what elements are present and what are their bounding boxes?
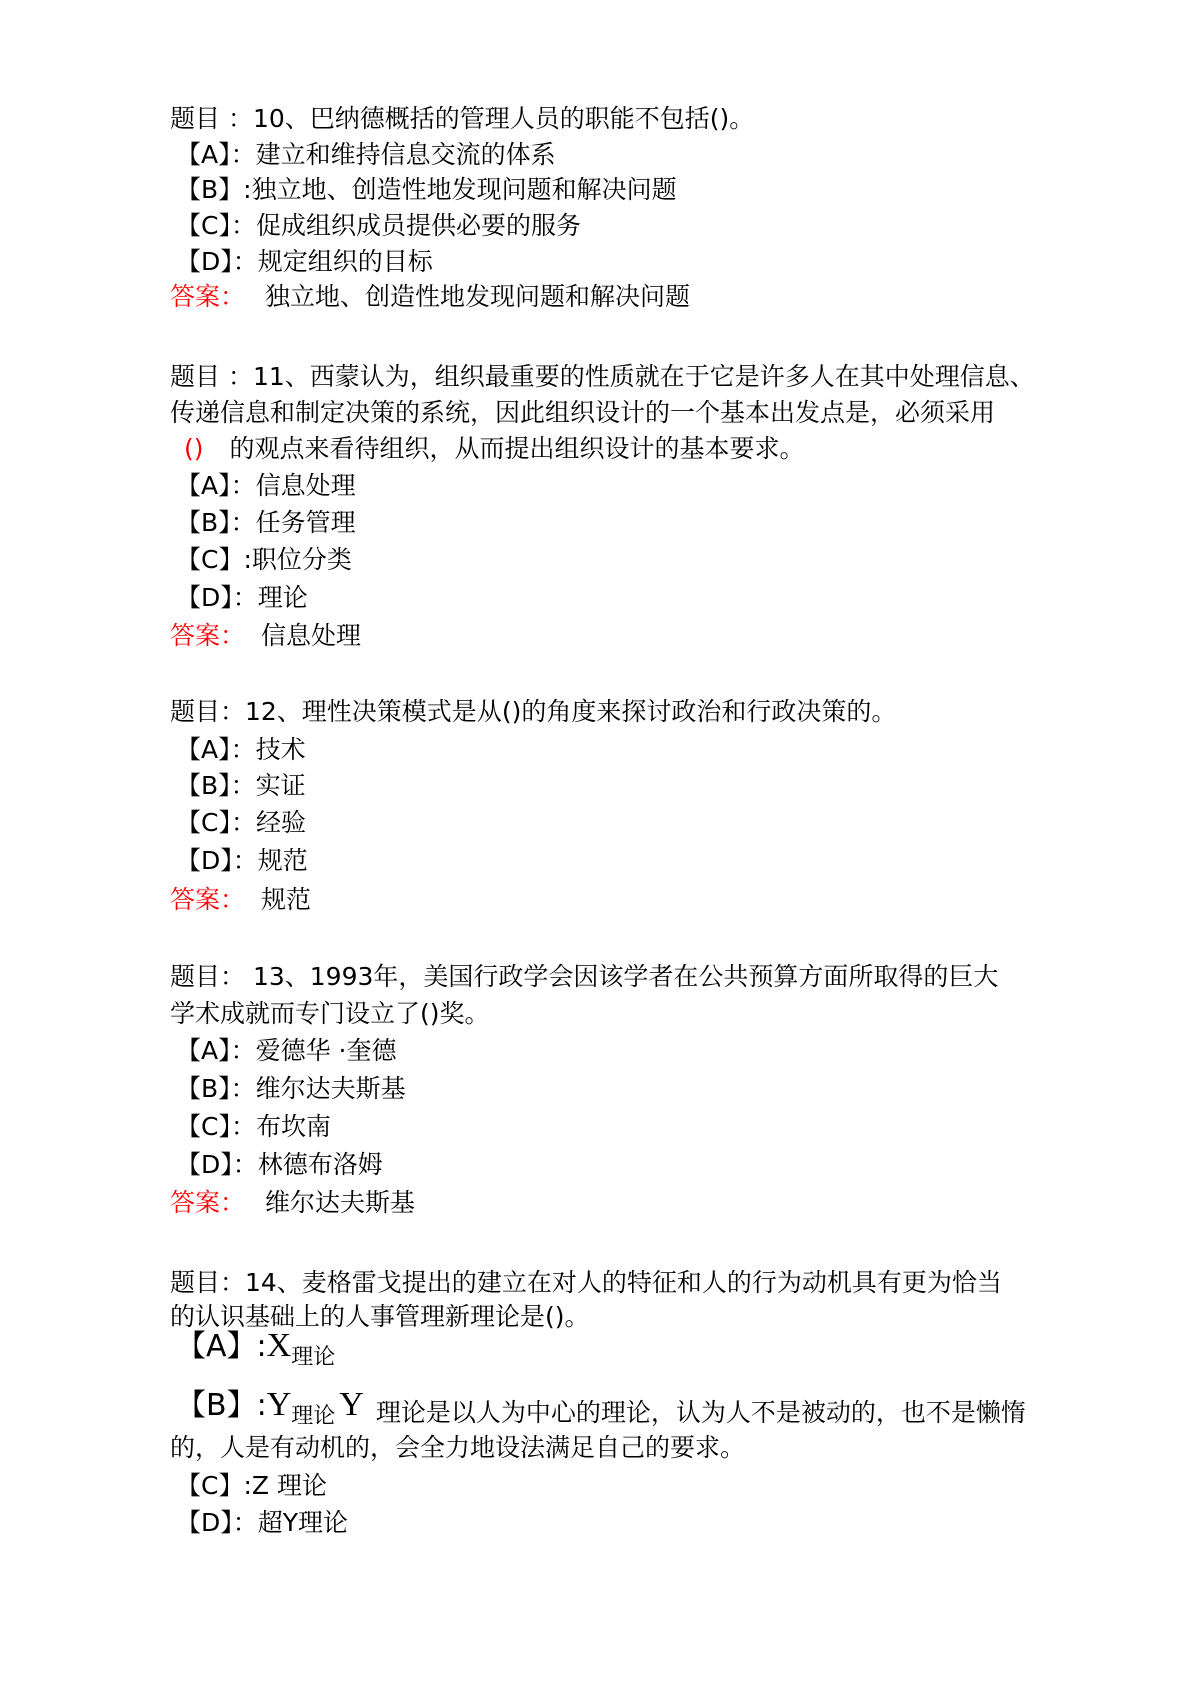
question-11-blank: () [184,434,204,463]
question-13-option-c: 【C】：布坎南 [176,1112,331,1141]
question-13-option-a: 【A】：爱德华 ·奎德 [176,1036,397,1065]
question-10-option-c: 【C】：促成组织成员提供必要的服务 [176,211,581,240]
question-11-option-d: 【D】：理论 [176,583,308,612]
question-11-stem-line-1: 题目 ：11、西蒙认为，组织最重要的性质就在于它是许多人在其中处理信息、 [170,362,1035,391]
question-12-option-b: 【B】：实证 [176,771,306,800]
question-12-option-d: 【D】：规范 [176,846,308,875]
question-14-option-a [176,1324,335,1372]
option-b-letter: Y [266,1386,292,1423]
question-11-option-b: 【B】：任务管理 [176,508,356,537]
question-14-option-b-continued: 的，人是有动机的，会全力地设法满足自己的要求。 [170,1433,746,1462]
question-13-option-b: 【B】：维尔达夫斯基 [176,1074,406,1103]
question-10-stem: 题目 ：10、巴纳德概括的管理人员的职能不包括()。 [170,104,755,133]
question-14-option-c: 【C】:Z 理论 [176,1471,327,1500]
question-11-answer: 信息处理 [260,621,361,650]
question-14-stem-line-1: 题目：14、麦格雷戈提出的建立在对人的特征和人的行为动机具有更为恰当 [170,1268,1002,1297]
question-12-stem: 题目：12、理性决策模式是从()的角度来探讨政治和行政决策的。 [170,697,897,726]
option-b-prefix: 【B】: [176,1388,267,1423]
question-14-stem-line-2: 的认识基础上的人事管理新理论是()。 [170,1302,590,1331]
option-a-suffix: 理论 [291,1345,336,1370]
answer-label: 答案： [170,282,246,311]
question-12-answer-row [170,882,311,918]
question-13-stem-line-1: 题目： 13、1993年，美国行政学会因该学者在公共预算方面所取得的巨大 [170,962,999,991]
question-13-option-d: 【D】：林德布洛姆 [176,1150,383,1179]
option-b-letter-2: Y [339,1386,364,1423]
question-12-option-a: 【A】：技术 [176,735,306,764]
option-a-prefix: 【A】: [176,1329,267,1364]
question-11-option-a: 【A】：信息处理 [176,471,356,500]
question-11-stem-rest: 的观点来看待组织，从而提出组织设计的基本要求。 [229,434,805,463]
question-10-option-d: 【D】：规定组织的目标 [176,247,433,276]
answer-label: 答案： [170,885,246,914]
option-b-rest: 理论是以人为中心的理论，认为人不是被动的，也不是懒惰 [375,1398,1026,1427]
option-a-letter: X [266,1327,292,1364]
question-12-option-c: 【C】：经验 [176,808,306,837]
answer-label: 答案： [170,621,246,650]
question-11-option-c: 【C】:职位分类 [176,545,352,574]
answer-label: 答案： [170,1188,246,1217]
question-13-answer-row [170,1185,415,1221]
question-11-stem-line-2: 传递信息和制定决策的系统，因此组织设计的一个基本出发点是，必须采用 [170,398,996,427]
question-14-option-b [176,1383,1026,1431]
question-12-answer: 规范 [260,885,311,914]
question-10-option-a: 【A】：建立和维持信息交流的体系 [176,140,556,169]
question-11-stem-line-3 [170,431,804,467]
question-10-answer: 独立地、创造性地发现问题和解决问题 [264,282,690,311]
question-10-option-b: 【B】:独立地、创造性地发现问题和解决问题 [176,175,677,204]
question-10-answer-row [170,279,690,315]
question-11-answer-row [170,618,361,654]
question-13-answer: 维尔达夫斯基 [264,1188,415,1217]
option-b-mid: 理论 [291,1404,336,1429]
question-14-option-d: 【D】：超Y理论 [176,1508,349,1537]
question-13-stem-line-2: 学术成就而专门设立了()奖。 [170,999,490,1028]
